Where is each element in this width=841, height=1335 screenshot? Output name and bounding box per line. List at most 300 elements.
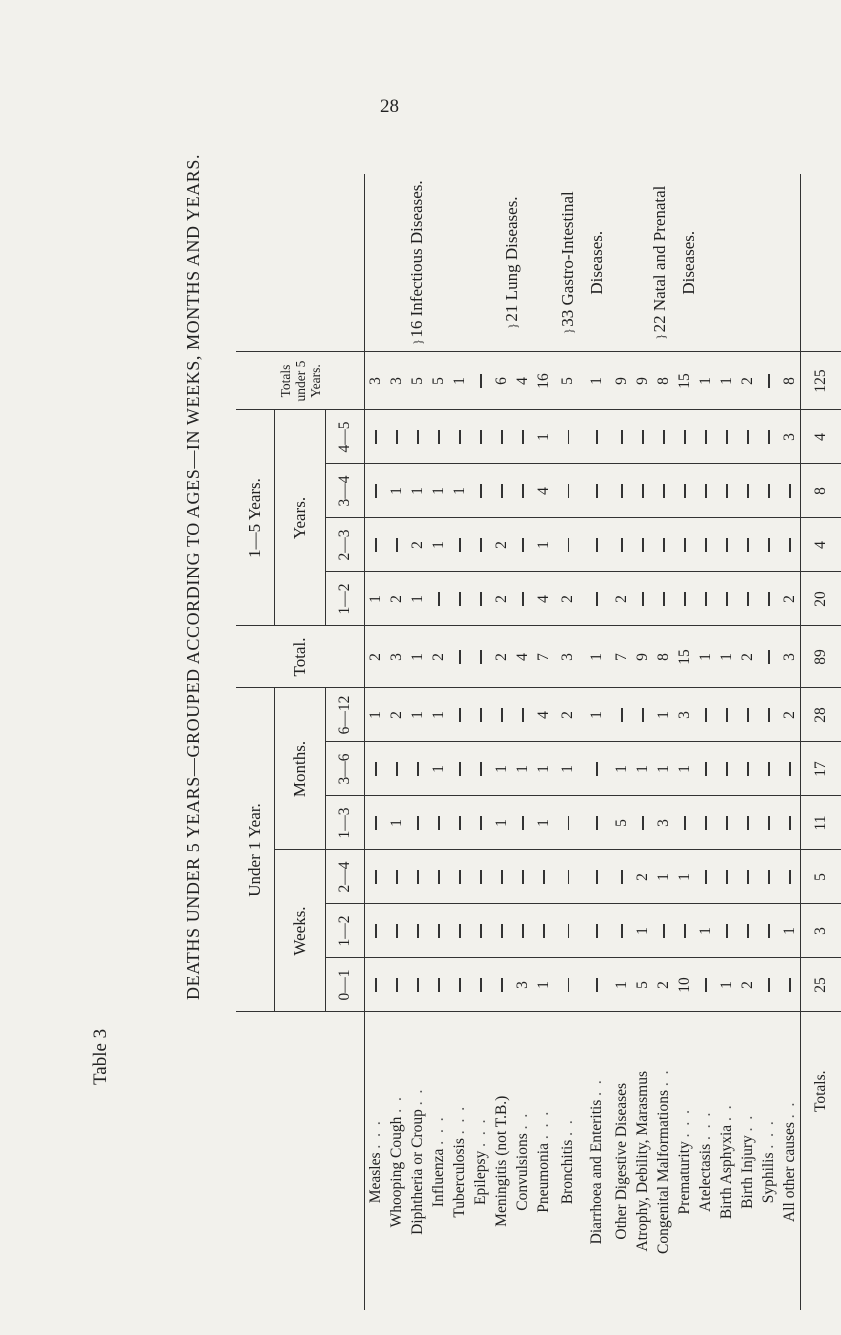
total-cell: 3 — [801, 904, 841, 958]
table-row — [611, 174, 632, 1310]
dash-mark — [642, 816, 643, 830]
empty-cell — [449, 410, 470, 464]
dash-mark — [596, 816, 597, 830]
dash-mark — [417, 816, 418, 830]
disease-group — [737, 174, 801, 352]
value-cell: 1 — [611, 958, 632, 1012]
dash-mark — [543, 870, 544, 884]
dash-mark — [621, 870, 622, 884]
dash-mark — [768, 430, 769, 444]
value-cell: 1 — [533, 796, 554, 850]
dash-mark — [480, 592, 481, 606]
total-cell: 11 — [801, 796, 841, 850]
dash-mark — [684, 816, 685, 830]
empty-cell — [512, 904, 533, 958]
dash-mark — [768, 708, 769, 722]
dash-mark — [768, 978, 769, 992]
dash-mark — [417, 762, 418, 776]
cause-cell — [695, 1012, 716, 1310]
empty-cell — [758, 688, 779, 742]
value-cell: 2 — [653, 958, 674, 1012]
empty-cell — [695, 850, 716, 904]
value-cell: 1 — [407, 464, 428, 518]
total-cell: 25 — [801, 958, 841, 1012]
value-cell: 6 — [491, 352, 512, 410]
dash-mark — [501, 484, 502, 498]
dash-mark — [568, 870, 569, 884]
dash-mark — [726, 592, 727, 606]
dash-mark — [396, 430, 397, 444]
dash-mark — [396, 924, 397, 938]
dash-mark — [375, 538, 376, 552]
empty-cell — [407, 850, 428, 904]
value-cell: 1 — [365, 572, 387, 626]
disease-group-label: 33 Gastro-Intestinal Diseases. — [558, 191, 606, 327]
empty-cell — [737, 572, 758, 626]
empty-cell — [779, 742, 801, 796]
dash-mark — [621, 708, 622, 722]
value-cell: 1 — [407, 572, 428, 626]
dash-mark — [501, 924, 502, 938]
empty-cell — [674, 518, 695, 572]
empty-cell — [695, 958, 716, 1012]
empty-cell — [737, 688, 758, 742]
value-cell: 3 — [554, 626, 583, 688]
dash-mark — [480, 978, 481, 992]
value-cell: 1 — [428, 518, 449, 572]
dash-mark — [726, 816, 727, 830]
empty-cell — [611, 410, 632, 464]
value-cell: 1 — [407, 626, 428, 688]
disease-group — [611, 174, 737, 352]
dash-mark — [747, 924, 748, 938]
empty-cell — [611, 688, 632, 742]
total-cell: 4 — [801, 518, 841, 572]
empty-cell — [512, 410, 533, 464]
month-range-header: 3—6 — [326, 742, 365, 796]
empty-cell — [449, 518, 470, 572]
value-cell: 2 — [737, 626, 758, 688]
under-1-year-header: Under 1 Year. — [236, 688, 275, 1012]
value-cell: 5 — [428, 352, 449, 410]
dash-mark — [568, 978, 569, 992]
dash-mark — [768, 592, 769, 606]
cause-name: Convulsions — [513, 1133, 531, 1211]
brace-mark: } — [504, 321, 520, 330]
cause-name: Birth Injury — [738, 1135, 756, 1209]
total-cell: 8 — [801, 464, 841, 518]
empty-cell — [583, 796, 612, 850]
leader-dots: . . — [513, 1111, 531, 1130]
value-cell: 9 — [632, 626, 653, 688]
dash-mark — [726, 538, 727, 552]
empty-cell — [554, 850, 583, 904]
dash-mark — [480, 708, 481, 722]
year-range-header: 4—5 — [326, 410, 365, 464]
empty-cell — [512, 796, 533, 850]
dash-mark — [768, 816, 769, 830]
value-cell: 7 — [611, 626, 632, 688]
week-range-header: 1—2 — [326, 904, 365, 958]
table-row — [533, 174, 554, 1310]
year-range-header: 3—4 — [326, 464, 365, 518]
dash-mark — [642, 708, 643, 722]
empty-cell — [365, 464, 387, 518]
dash-mark — [596, 592, 597, 606]
brace-mark: } — [561, 326, 576, 335]
dash-mark — [663, 430, 664, 444]
empty-cell — [470, 958, 491, 1012]
totals-group-spacer — [801, 174, 841, 352]
years-header: Years. — [275, 410, 326, 626]
empty-cell — [737, 796, 758, 850]
value-cell: 4 — [533, 464, 554, 518]
cause-cell — [554, 1012, 583, 1310]
empty-cell — [449, 904, 470, 958]
empty-cell — [386, 518, 407, 572]
dash-mark — [543, 924, 544, 938]
empty-cell — [758, 796, 779, 850]
dash-mark — [396, 762, 397, 776]
under-1-total-header: Total. — [236, 626, 365, 688]
value-cell: 1 — [365, 688, 387, 742]
dash-mark — [768, 650, 769, 664]
dash-mark — [375, 870, 376, 884]
value-cell: 16 — [533, 352, 554, 410]
value-cell: 1 — [583, 352, 612, 410]
table-row — [491, 174, 512, 1310]
empty-cell — [758, 572, 779, 626]
value-cell: 2 — [491, 572, 512, 626]
year-range-header: 2—3 — [326, 518, 365, 572]
cause-name: Birth Asphyxia — [717, 1124, 735, 1220]
value-cell: 2 — [779, 688, 801, 742]
empty-cell — [716, 850, 737, 904]
dash-mark — [768, 484, 769, 498]
empty-cell — [653, 518, 674, 572]
empty-cell — [695, 742, 716, 796]
cause-cell — [365, 1012, 387, 1310]
empty-cell — [632, 464, 653, 518]
dash-mark — [726, 430, 727, 444]
dash-mark — [621, 430, 622, 444]
cause-name: Meningitis (not T.B.) — [492, 1095, 510, 1227]
empty-cell — [583, 464, 612, 518]
value-cell: 1 — [583, 688, 612, 742]
page-title — [183, 153, 223, 1020]
empty-cell — [758, 742, 779, 796]
dash-mark — [642, 430, 643, 444]
empty-cell — [653, 904, 674, 958]
cause-cell — [386, 1012, 407, 1310]
value-cell: 3 — [674, 688, 695, 742]
empty-cell — [449, 850, 470, 904]
cause-name: Bronchitis — [559, 1139, 577, 1205]
value-cell: 3 — [386, 352, 407, 410]
value-cell: 2 — [365, 626, 387, 688]
empty-cell — [674, 464, 695, 518]
disease-group — [365, 174, 471, 352]
empty-cell — [449, 796, 470, 850]
value-cell: 2 — [611, 572, 632, 626]
total-cell: 20 — [801, 572, 841, 626]
dash-mark — [417, 978, 418, 992]
dash-mark — [480, 430, 481, 444]
dash-mark — [663, 538, 664, 552]
value-cell: 1 — [386, 464, 407, 518]
dash-mark — [768, 924, 769, 938]
dash-mark — [747, 592, 748, 606]
value-cell: 3 — [779, 410, 801, 464]
deaths-by-age-table — [236, 174, 841, 1310]
dash-mark — [375, 484, 376, 498]
dash-mark — [642, 484, 643, 498]
empty-cell — [695, 518, 716, 572]
value-cell: 1 — [611, 742, 632, 796]
dash-mark — [522, 592, 523, 606]
dash-mark — [596, 430, 597, 444]
empty-cell — [428, 904, 449, 958]
leader-dots: . . . — [450, 1104, 468, 1135]
dash-mark — [501, 708, 502, 722]
empty-cell — [554, 958, 583, 1012]
dash-mark — [705, 978, 706, 992]
empty-cell — [583, 904, 612, 958]
totals-row — [801, 174, 841, 1310]
dash-mark — [375, 978, 376, 992]
value-cell: 3 — [386, 626, 407, 688]
empty-cell — [512, 464, 533, 518]
statistics-table-container — [236, 180, 829, 1310]
empty-cell — [407, 410, 428, 464]
dash-mark — [726, 870, 727, 884]
dash-mark — [596, 924, 597, 938]
total-cell: 4 — [801, 410, 841, 464]
dash-mark — [789, 816, 790, 830]
value-cell: 1 — [512, 742, 533, 796]
leader-dots: . . — [780, 1100, 798, 1119]
dash-mark — [568, 484, 569, 498]
value-cell: 1 — [386, 796, 407, 850]
cause-name: Influenza — [429, 1148, 447, 1208]
dash-mark — [642, 538, 643, 552]
cause-name: Syphilis — [759, 1152, 777, 1204]
dash-mark — [459, 870, 460, 884]
dash-mark — [522, 816, 523, 830]
empty-cell — [737, 410, 758, 464]
total-cell: 5 — [801, 850, 841, 904]
dash-mark — [684, 430, 685, 444]
empty-cell — [737, 742, 758, 796]
dash-mark — [438, 816, 439, 830]
cause-name: All other causes — [780, 1122, 798, 1222]
dash-mark — [375, 816, 376, 830]
cause-rows — [365, 174, 801, 1310]
value-cell: 1 — [533, 958, 554, 1012]
leader-dots: . . — [408, 1087, 426, 1106]
empty-cell — [491, 464, 512, 518]
page-number: 28 — [380, 96, 399, 117]
disease-group-label: 22 Natal and Prenatal Diseases. — [649, 185, 698, 333]
cause-cell — [470, 1012, 491, 1310]
cause-name: Pneumonia — [534, 1143, 552, 1213]
value-cell: 1 — [653, 742, 674, 796]
dash-mark — [438, 430, 439, 444]
disease-group — [491, 174, 533, 352]
cause-cell — [611, 1012, 632, 1310]
value-cell: 15 — [674, 352, 695, 410]
cause-cell — [674, 1012, 695, 1310]
dash-mark — [568, 538, 569, 552]
dash-mark — [705, 430, 706, 444]
value-cell: 1 — [716, 352, 737, 410]
empty-cell — [491, 904, 512, 958]
value-cell: 1 — [653, 850, 674, 904]
value-cell: 4 — [512, 352, 533, 410]
dash-mark — [726, 484, 727, 498]
brace-mark: } — [410, 337, 425, 346]
dash-mark — [501, 430, 502, 444]
dash-mark — [705, 538, 706, 552]
leader-dots: . . — [717, 1103, 735, 1121]
disease-group — [470, 174, 491, 352]
table-row — [365, 174, 387, 1310]
month-range-header: 1—3 — [326, 796, 365, 850]
dash-mark — [438, 924, 439, 938]
empty-cell — [449, 688, 470, 742]
dash-mark — [417, 870, 418, 884]
dash-mark — [747, 430, 748, 444]
dash-mark — [596, 538, 597, 552]
empty-cell — [365, 410, 387, 464]
dash-mark — [375, 430, 376, 444]
empty-cell — [583, 572, 612, 626]
dash-mark — [596, 484, 597, 498]
dash-mark — [642, 592, 643, 606]
dash-mark — [522, 484, 523, 498]
disease-group-label: 16 Infectious Diseases. — [407, 180, 426, 338]
cause-name: Other Digestive Diseases — [612, 1082, 630, 1240]
empty-cell — [449, 742, 470, 796]
total-cell: 17 — [801, 742, 841, 796]
dash-mark — [396, 538, 397, 552]
empty-cell — [470, 850, 491, 904]
dash-mark — [396, 870, 397, 884]
dash-mark — [789, 978, 790, 992]
cause-cell — [716, 1012, 737, 1310]
empty-cell — [653, 572, 674, 626]
value-cell: 1 — [449, 464, 470, 518]
dash-mark — [621, 924, 622, 938]
leader-dots: . . . — [759, 1119, 777, 1149]
dash-mark — [747, 484, 748, 498]
dash-mark — [459, 816, 460, 830]
empty-cell — [758, 518, 779, 572]
value-cell: 2 — [428, 626, 449, 688]
dash-mark — [501, 870, 502, 884]
dash-mark — [747, 762, 748, 776]
value-cell: 1 — [674, 742, 695, 796]
empty-cell — [554, 796, 583, 850]
empty-cell — [583, 958, 612, 1012]
cause-cell — [449, 1012, 470, 1310]
cause-cell — [512, 1012, 533, 1310]
dash-mark — [705, 592, 706, 606]
dash-mark — [596, 762, 597, 776]
dash-mark — [768, 762, 769, 776]
empty-cell — [779, 958, 801, 1012]
empty-cell — [428, 958, 449, 1012]
empty-cell — [407, 742, 428, 796]
empty-cell — [470, 742, 491, 796]
value-cell: 7 — [533, 626, 554, 688]
value-cell: 2 — [554, 688, 583, 742]
cause-cell — [632, 1012, 653, 1310]
empty-cell — [632, 518, 653, 572]
empty-cell — [779, 796, 801, 850]
dash-mark — [684, 538, 685, 552]
month-range-header: 6—12 — [326, 688, 365, 742]
leader-dots: . . — [559, 1118, 577, 1136]
value-cell: 1 — [491, 742, 512, 796]
value-cell: 1 — [653, 688, 674, 742]
cause-cell — [533, 1012, 554, 1310]
empty-cell — [611, 904, 632, 958]
empty-cell — [491, 688, 512, 742]
week-range-header: 0—1 — [326, 958, 365, 1012]
dash-mark — [705, 484, 706, 498]
empty-cell — [653, 464, 674, 518]
dash-mark — [480, 650, 481, 664]
dash-mark — [768, 374, 769, 388]
empty-cell — [716, 742, 737, 796]
dash-mark — [417, 924, 418, 938]
leader-dots: . . — [654, 1068, 672, 1087]
empty-cell — [449, 572, 470, 626]
empty-cell — [533, 850, 554, 904]
empty-cell — [428, 850, 449, 904]
empty-cell — [449, 958, 470, 1012]
page-title-text: DEATHS UNDER 5 YEARS—GROUPED ACCORDING TO AGES—IN WEEKS, MONTHS AND YEARS. — [183, 153, 203, 1000]
dash-mark — [568, 816, 569, 830]
empty-cell — [716, 904, 737, 958]
value-cell: 1 — [674, 850, 695, 904]
dash-mark — [747, 538, 748, 552]
leader-dots: . . . — [366, 1119, 384, 1149]
weeks-header: Weeks. — [275, 850, 326, 1012]
empty-cell — [583, 850, 612, 904]
value-cell: 5 — [407, 352, 428, 410]
dash-mark — [621, 538, 622, 552]
empty-cell — [512, 850, 533, 904]
one-to-five-years-header: 1—5 Years. — [236, 410, 275, 626]
dash-mark — [705, 762, 706, 776]
value-cell: 1 — [407, 688, 428, 742]
months-header: Months. — [275, 688, 326, 850]
cause-cell — [737, 1012, 758, 1310]
empty-cell — [470, 904, 491, 958]
empty-cell — [716, 572, 737, 626]
dash-mark — [480, 538, 481, 552]
dash-mark — [459, 650, 460, 664]
empty-cell — [758, 410, 779, 464]
empty-cell — [386, 958, 407, 1012]
empty-cell — [758, 850, 779, 904]
value-cell: 9 — [632, 352, 653, 410]
empty-cell — [695, 464, 716, 518]
value-cell: 4 — [512, 626, 533, 688]
empty-cell — [737, 464, 758, 518]
